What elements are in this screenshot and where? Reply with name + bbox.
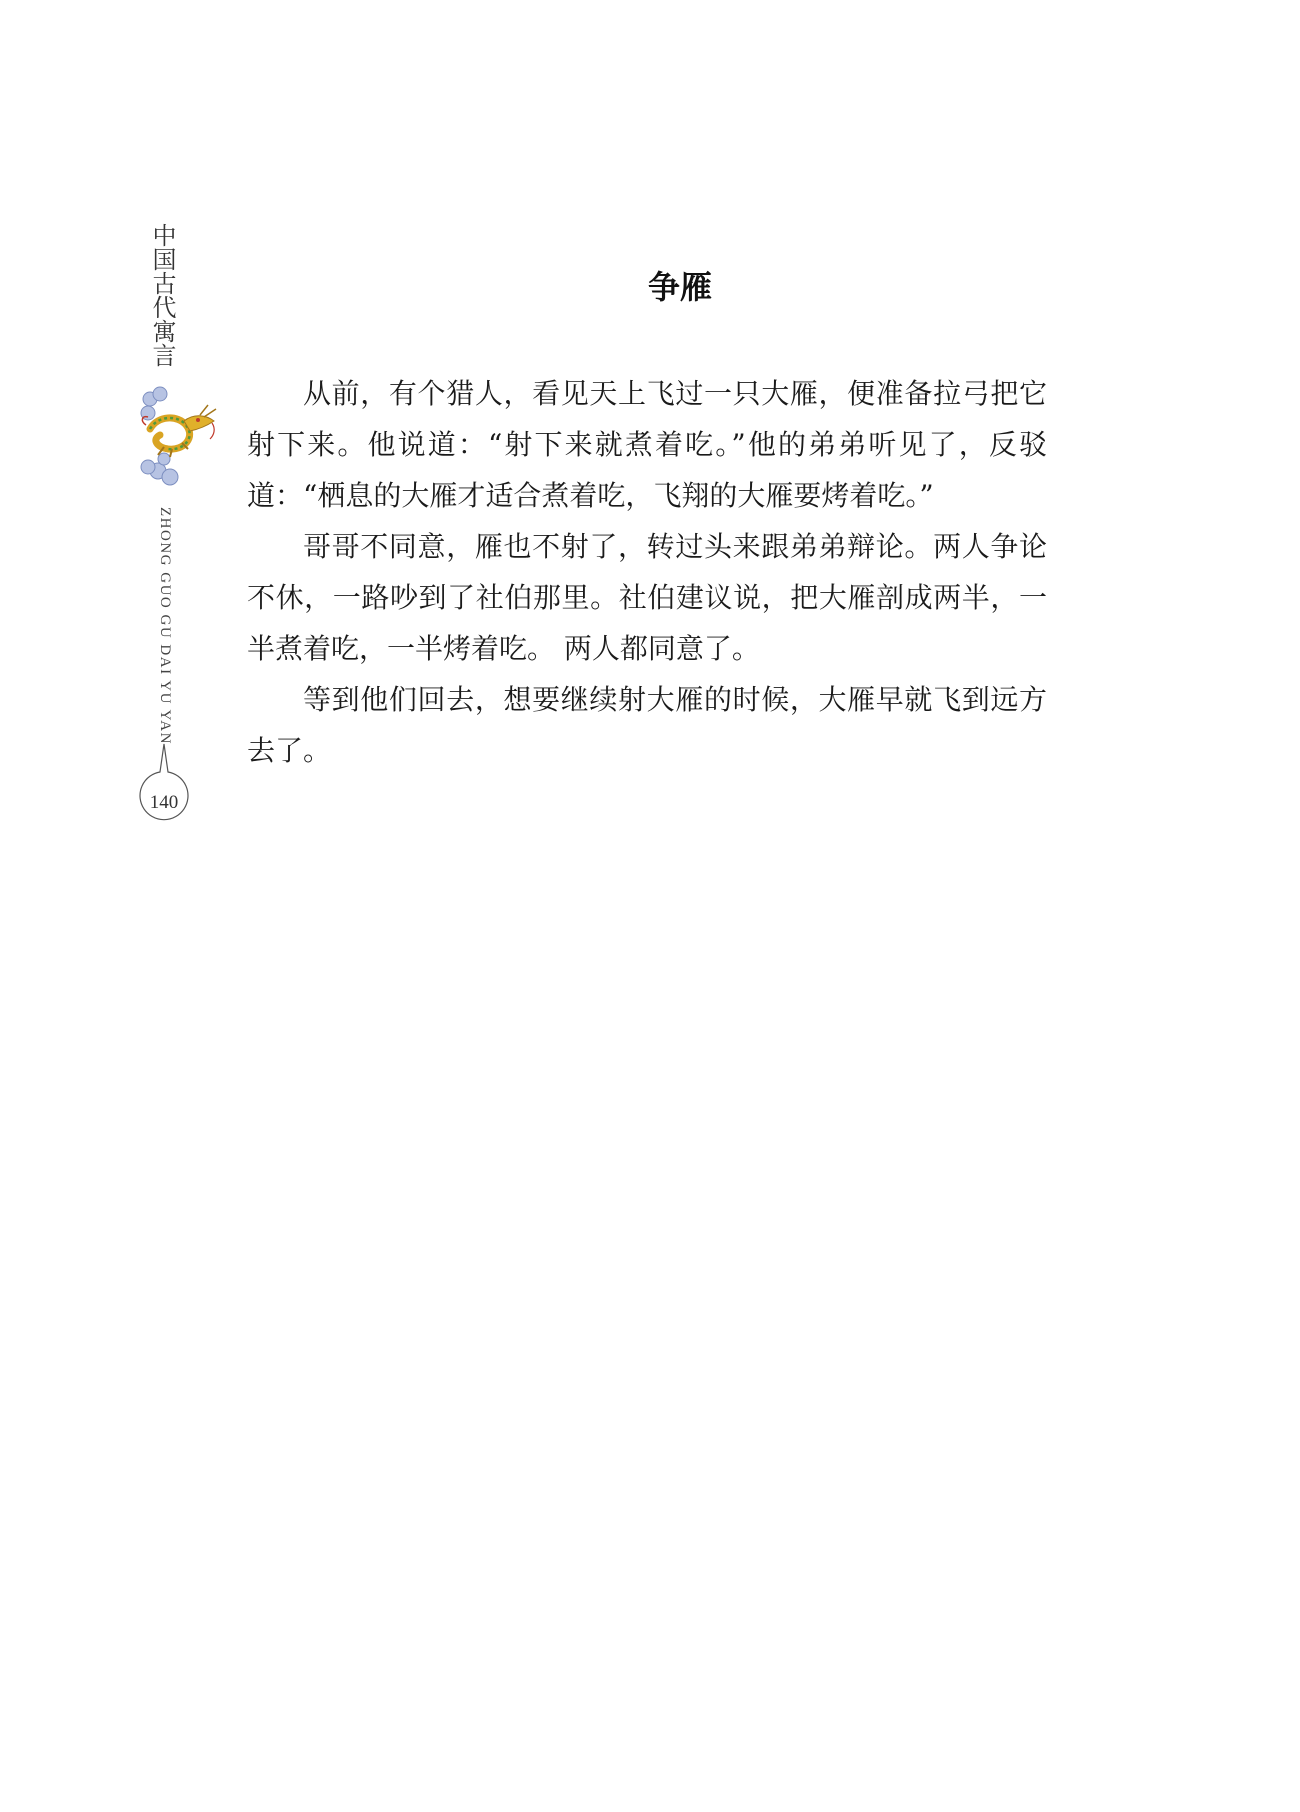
dragon-ornament-icon: [138, 385, 218, 490]
page-number: 140: [149, 792, 179, 813]
story-title: 争雁: [647, 268, 712, 306]
story-paragraph: 等到他们回去，想要继续射大雁的时候，大雁早就飞到远方去了。: [247, 683, 1047, 767]
story-paragraph: 哥哥不同意，雁也不射了，转过头来跟弟弟辩论。两人争论不休，一路吵到了社伯那里。社伯建议说，把大雁剖成两半，一半煮着吃，一半烤着吃。 两人都同意了。: [247, 530, 1047, 665]
story-body: [247, 368, 1047, 776]
book-title-pinyin-vertical: ZHONG GUO GU DAI YU YAN: [157, 507, 173, 745]
page-number-frame: [133, 742, 195, 834]
story-paragraph: 从前，有个猎人，看见天上飞过一只大雁，便准备拉弓把它射下来。他说道：“射下来就煮着吃。”他的弟弟听见了，反驳道：“栖息的大雁才适合煮着吃，飞翔的大雁要烤着吃。”: [247, 377, 1047, 512]
book-title-vertical: 中国古代寓言: [148, 223, 176, 367]
page-number-badge: [133, 742, 195, 834]
